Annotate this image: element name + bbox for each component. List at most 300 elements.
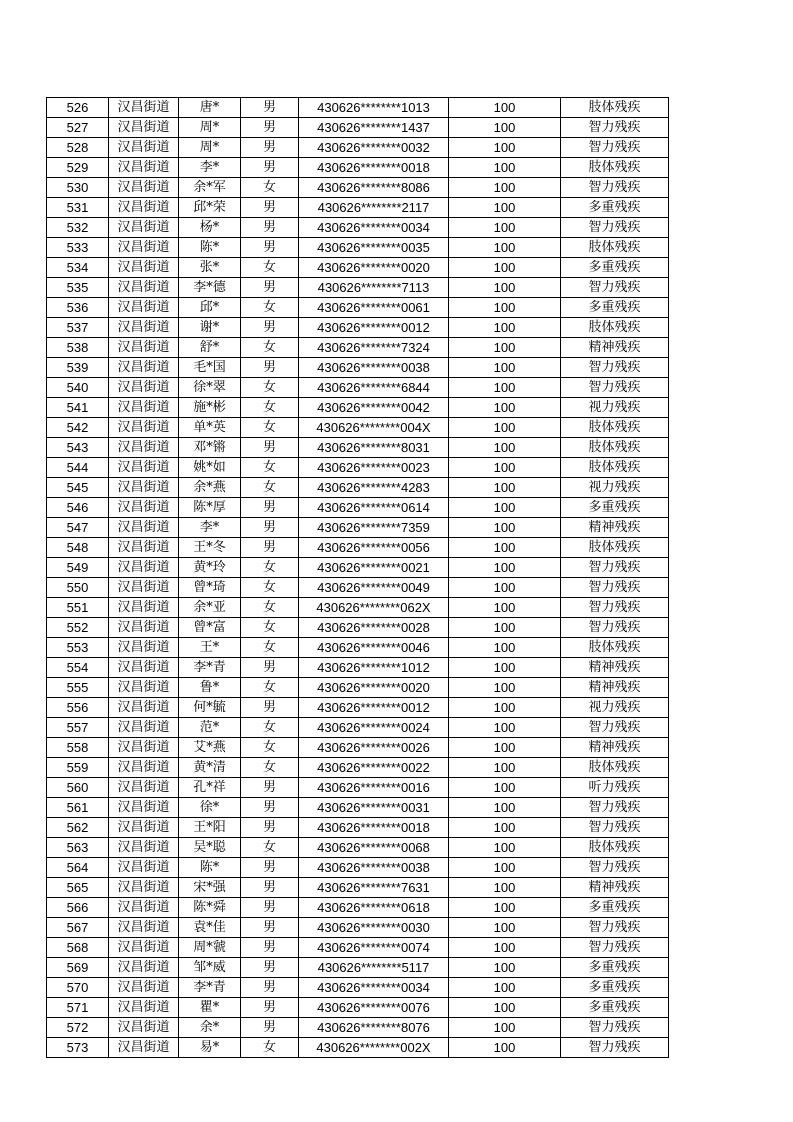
disability-type-cell: 智力残疾 [561,858,669,878]
id-number-cell: 430626********0020 [299,258,449,278]
gender-cell: 女 [241,838,299,858]
name-cell: 邹*威 [179,958,241,978]
disability-type-cell: 肢体残疾 [561,638,669,658]
row-number: 545 [47,478,109,498]
amount-cell: 100 [449,1038,561,1058]
amount-cell: 100 [449,878,561,898]
table-row [47,198,669,218]
street-cell: 汉昌街道 [109,298,179,318]
table-row [47,898,669,918]
disability-type-cell: 视力残疾 [561,398,669,418]
street-cell: 汉昌街道 [109,318,179,338]
gender-cell: 男 [241,538,299,558]
row-number: 573 [47,1038,109,1058]
table-row [47,658,669,678]
table-row [47,878,669,898]
name-cell: 袁*佳 [179,918,241,938]
id-number-cell: 430626********0046 [299,638,449,658]
disability-type-cell: 精神残疾 [561,878,669,898]
street-cell: 汉昌街道 [109,418,179,438]
table-row [47,938,669,958]
row-number: 529 [47,158,109,178]
street-cell: 汉昌街道 [109,398,179,418]
table-row [47,638,669,658]
disability-type-cell: 视力残疾 [561,698,669,718]
disability-type-cell: 多重残疾 [561,258,669,278]
table-row [47,278,669,298]
table-row [47,318,669,338]
disability-type-cell: 精神残疾 [561,738,669,758]
amount-cell: 100 [449,698,561,718]
name-cell: 余*燕 [179,478,241,498]
id-number-cell: 430626********0618 [299,898,449,918]
disability-type-cell: 智力残疾 [561,558,669,578]
id-number-cell: 430626********0018 [299,158,449,178]
amount-cell: 100 [449,398,561,418]
amount-cell: 100 [449,758,561,778]
gender-cell: 女 [241,258,299,278]
row-number: 533 [47,238,109,258]
disability-type-cell: 智力残疾 [561,798,669,818]
amount-cell: 100 [449,298,561,318]
table-row [47,678,669,698]
id-number-cell: 430626********1437 [299,118,449,138]
row-number: 527 [47,118,109,138]
disability-type-cell: 精神残疾 [561,658,669,678]
table-body [47,98,669,1058]
amount-cell: 100 [449,998,561,1018]
disability-type-cell: 肢体残疾 [561,838,669,858]
name-cell: 李* [179,158,241,178]
gender-cell: 男 [241,938,299,958]
name-cell: 曾*琦 [179,578,241,598]
id-number-cell: 430626********0012 [299,318,449,338]
gender-cell: 女 [241,558,299,578]
gender-cell: 女 [241,338,299,358]
street-cell: 汉昌街道 [109,178,179,198]
table-row [47,158,669,178]
name-cell: 李*青 [179,658,241,678]
gender-cell: 男 [241,518,299,538]
name-cell: 单*英 [179,418,241,438]
table-row [47,378,669,398]
amount-cell: 100 [449,938,561,958]
id-number-cell: 430626********0061 [299,298,449,318]
amount-cell: 100 [449,918,561,938]
table-row [47,738,669,758]
amount-cell: 100 [449,138,561,158]
gender-cell: 男 [241,778,299,798]
disability-type-cell: 多重残疾 [561,898,669,918]
amount-cell: 100 [449,378,561,398]
name-cell: 周*虢 [179,938,241,958]
street-cell: 汉昌街道 [109,498,179,518]
table-row [47,98,669,118]
name-cell: 张* [179,258,241,278]
row-number: 556 [47,698,109,718]
street-cell: 汉昌街道 [109,158,179,178]
disability-type-cell: 多重残疾 [561,198,669,218]
street-cell: 汉昌街道 [109,578,179,598]
name-cell: 王* [179,638,241,658]
id-number-cell: 430626********7113 [299,278,449,298]
row-number: 535 [47,278,109,298]
amount-cell: 100 [449,678,561,698]
id-number-cell: 430626********0022 [299,758,449,778]
row-number: 532 [47,218,109,238]
name-cell: 范* [179,718,241,738]
amount-cell: 100 [449,358,561,378]
id-number-cell: 430626********062X [299,598,449,618]
street-cell: 汉昌街道 [109,198,179,218]
id-number-cell: 430626********2117 [299,198,449,218]
id-number-cell: 430626********7631 [299,878,449,898]
disability-type-cell: 多重残疾 [561,998,669,1018]
street-cell: 汉昌街道 [109,238,179,258]
row-number: 544 [47,458,109,478]
gender-cell: 女 [241,738,299,758]
id-number-cell: 430626********0020 [299,678,449,698]
gender-cell: 男 [241,878,299,898]
name-cell: 舒* [179,338,241,358]
gender-cell: 男 [241,858,299,878]
gender-cell: 男 [241,798,299,818]
name-cell: 余* [179,1018,241,1038]
street-cell: 汉昌街道 [109,118,179,138]
row-number: 536 [47,298,109,318]
name-cell: 邓*锵 [179,438,241,458]
id-number-cell: 430626********0030 [299,918,449,938]
id-number-cell: 430626********7359 [299,518,449,538]
name-cell: 李*德 [179,278,241,298]
id-number-cell: 430626********8076 [299,1018,449,1038]
street-cell: 汉昌街道 [109,218,179,238]
disability-type-cell: 智力残疾 [561,1018,669,1038]
id-number-cell: 430626********0038 [299,358,449,378]
street-cell: 汉昌街道 [109,258,179,278]
amount-cell: 100 [449,178,561,198]
amount-cell: 100 [449,518,561,538]
table-row [47,978,669,998]
id-number-cell: 430626********0034 [299,218,449,238]
disability-type-cell: 智力残疾 [561,918,669,938]
id-number-cell: 430626********0614 [299,498,449,518]
table-row [47,998,669,1018]
table-row [47,958,669,978]
row-number: 572 [47,1018,109,1038]
row-number: 568 [47,938,109,958]
name-cell: 宋*强 [179,878,241,898]
street-cell: 汉昌街道 [109,558,179,578]
amount-cell: 100 [449,458,561,478]
disability-type-cell: 多重残疾 [561,498,669,518]
row-number: 554 [47,658,109,678]
id-number-cell: 430626********0038 [299,858,449,878]
street-cell: 汉昌街道 [109,678,179,698]
street-cell: 汉昌街道 [109,778,179,798]
gender-cell: 男 [241,498,299,518]
id-number-cell: 430626********0076 [299,998,449,1018]
table-row [47,718,669,738]
disability-type-cell: 肢体残疾 [561,418,669,438]
row-number: 559 [47,758,109,778]
gender-cell: 男 [241,138,299,158]
disability-type-cell: 精神残疾 [561,678,669,698]
disability-type-cell: 肢体残疾 [561,458,669,478]
disability-type-cell: 肢体残疾 [561,98,669,118]
table-row [47,218,669,238]
table-row [47,778,669,798]
amount-cell: 100 [449,598,561,618]
id-number-cell: 430626********0042 [299,398,449,418]
disability-type-cell: 肢体残疾 [561,158,669,178]
id-number-cell: 430626********0016 [299,778,449,798]
row-number: 569 [47,958,109,978]
disability-type-cell: 智力残疾 [561,618,669,638]
table-row [47,298,669,318]
table-row [47,918,669,938]
amount-cell: 100 [449,978,561,998]
name-cell: 周* [179,118,241,138]
disability-type-cell: 智力残疾 [561,358,669,378]
gender-cell: 男 [241,198,299,218]
name-cell: 邱*荣 [179,198,241,218]
table-row [47,538,669,558]
id-number-cell: 430626********6844 [299,378,449,398]
amount-cell: 100 [449,278,561,298]
amount-cell: 100 [449,958,561,978]
id-number-cell: 430626********0021 [299,558,449,578]
gender-cell: 女 [241,178,299,198]
id-number-cell: 430626********8031 [299,438,449,458]
table-row [47,1018,669,1038]
table-row [47,818,669,838]
gender-cell: 男 [241,238,299,258]
disability-type-cell: 智力残疾 [561,278,669,298]
name-cell: 陈* [179,858,241,878]
street-cell: 汉昌街道 [109,698,179,718]
gender-cell: 男 [241,1018,299,1038]
name-cell: 唐* [179,98,241,118]
id-number-cell: 430626********0032 [299,138,449,158]
table-row [47,698,669,718]
gender-cell: 女 [241,478,299,498]
id-number-cell: 430626********0012 [299,698,449,718]
amount-cell: 100 [449,658,561,678]
street-cell: 汉昌街道 [109,718,179,738]
street-cell: 汉昌街道 [109,958,179,978]
table-row [47,598,669,618]
gender-cell: 男 [241,898,299,918]
disability-type-cell: 智力残疾 [561,218,669,238]
name-cell: 姚*如 [179,458,241,478]
street-cell: 汉昌街道 [109,758,179,778]
name-cell: 谢* [179,318,241,338]
table-row [47,118,669,138]
row-number: 566 [47,898,109,918]
amount-cell: 100 [449,218,561,238]
table-row [47,578,669,598]
gender-cell: 女 [241,718,299,738]
name-cell: 毛*国 [179,358,241,378]
gender-cell: 男 [241,958,299,978]
street-cell: 汉昌街道 [109,858,179,878]
street-cell: 汉昌街道 [109,458,179,478]
row-number: 555 [47,678,109,698]
street-cell: 汉昌街道 [109,438,179,458]
row-number: 539 [47,358,109,378]
row-number: 558 [47,738,109,758]
street-cell: 汉昌街道 [109,798,179,818]
street-cell: 汉昌街道 [109,738,179,758]
row-number: 564 [47,858,109,878]
row-number: 561 [47,798,109,818]
name-cell: 黄*清 [179,758,241,778]
row-number: 531 [47,198,109,218]
street-cell: 汉昌街道 [109,938,179,958]
name-cell: 黄*玲 [179,558,241,578]
disability-type-cell: 智力残疾 [561,118,669,138]
disability-type-cell: 精神残疾 [561,518,669,538]
id-number-cell: 430626********0049 [299,578,449,598]
name-cell: 余*亚 [179,598,241,618]
disability-type-cell: 肢体残疾 [561,538,669,558]
amount-cell: 100 [449,198,561,218]
gender-cell: 女 [241,398,299,418]
gender-cell: 男 [241,318,299,338]
disability-type-cell: 智力残疾 [561,718,669,738]
table-row [47,838,669,858]
row-number: 567 [47,918,109,938]
street-cell: 汉昌街道 [109,278,179,298]
disability-type-cell: 精神残疾 [561,338,669,358]
id-number-cell: 430626********1013 [299,98,449,118]
street-cell: 汉昌街道 [109,978,179,998]
id-number-cell: 430626********4283 [299,478,449,498]
disability-type-cell: 智力残疾 [561,818,669,838]
id-number-cell: 430626********5117 [299,958,449,978]
amount-cell: 100 [449,1018,561,1038]
id-number-cell: 430626********0024 [299,718,449,738]
street-cell: 汉昌街道 [109,1038,179,1058]
gender-cell: 男 [241,158,299,178]
table-row [47,618,669,638]
gender-cell: 女 [241,638,299,658]
amount-cell: 100 [449,858,561,878]
street-cell: 汉昌街道 [109,998,179,1018]
disability-type-cell: 多重残疾 [561,958,669,978]
row-number: 560 [47,778,109,798]
amount-cell: 100 [449,638,561,658]
row-number: 537 [47,318,109,338]
row-number: 530 [47,178,109,198]
amount-cell: 100 [449,618,561,638]
name-cell: 周* [179,138,241,158]
gender-cell: 女 [241,758,299,778]
street-cell: 汉昌街道 [109,538,179,558]
street-cell: 汉昌街道 [109,338,179,358]
name-cell: 徐*翠 [179,378,241,398]
amount-cell: 100 [449,898,561,918]
id-number-cell: 430626********004X [299,418,449,438]
row-number: 570 [47,978,109,998]
name-cell: 余*军 [179,178,241,198]
disability-type-cell: 智力残疾 [561,598,669,618]
street-cell: 汉昌街道 [109,138,179,158]
amount-cell: 100 [449,258,561,278]
disability-subsidy-table [46,97,669,1058]
name-cell: 孔*祥 [179,778,241,798]
street-cell: 汉昌街道 [109,358,179,378]
street-cell: 汉昌街道 [109,818,179,838]
table-row [47,178,669,198]
row-number: 548 [47,538,109,558]
id-number-cell: 430626********7324 [299,338,449,358]
row-number: 550 [47,578,109,598]
gender-cell: 女 [241,678,299,698]
table-row [47,238,669,258]
disability-type-cell: 智力残疾 [561,578,669,598]
amount-cell: 100 [449,538,561,558]
name-cell: 王*阳 [179,818,241,838]
id-number-cell: 430626********0068 [299,838,449,858]
amount-cell: 100 [449,778,561,798]
id-number-cell: 430626********0026 [299,738,449,758]
name-cell: 邱* [179,298,241,318]
gender-cell: 男 [241,978,299,998]
street-cell: 汉昌街道 [109,98,179,118]
id-number-cell: 430626********8086 [299,178,449,198]
gender-cell: 男 [241,98,299,118]
table-row [47,398,669,418]
disability-type-cell: 多重残疾 [561,298,669,318]
gender-cell: 女 [241,618,299,638]
amount-cell: 100 [449,738,561,758]
name-cell: 李* [179,518,241,538]
gender-cell: 男 [241,438,299,458]
table-row [47,798,669,818]
name-cell: 施*彬 [179,398,241,418]
row-number: 541 [47,398,109,418]
amount-cell: 100 [449,318,561,338]
id-number-cell: 430626********0018 [299,818,449,838]
row-number: 526 [47,98,109,118]
row-number: 528 [47,138,109,158]
id-number-cell: 430626********0035 [299,238,449,258]
id-number-cell: 430626********0031 [299,798,449,818]
disability-type-cell: 肢体残疾 [561,438,669,458]
name-cell: 李*青 [179,978,241,998]
disability-type-cell: 智力残疾 [561,1038,669,1058]
name-cell: 曾*富 [179,618,241,638]
row-number: 553 [47,638,109,658]
id-number-cell: 430626********0056 [299,538,449,558]
amount-cell: 100 [449,438,561,458]
row-number: 562 [47,818,109,838]
gender-cell: 女 [241,598,299,618]
disability-type-cell: 智力残疾 [561,178,669,198]
street-cell: 汉昌街道 [109,918,179,938]
gender-cell: 男 [241,918,299,938]
name-cell: 陈*厚 [179,498,241,518]
street-cell: 汉昌街道 [109,658,179,678]
table-row [47,138,669,158]
amount-cell: 100 [449,498,561,518]
id-number-cell: 430626********1012 [299,658,449,678]
street-cell: 汉昌街道 [109,518,179,538]
name-cell: 何*毓 [179,698,241,718]
gender-cell: 男 [241,698,299,718]
